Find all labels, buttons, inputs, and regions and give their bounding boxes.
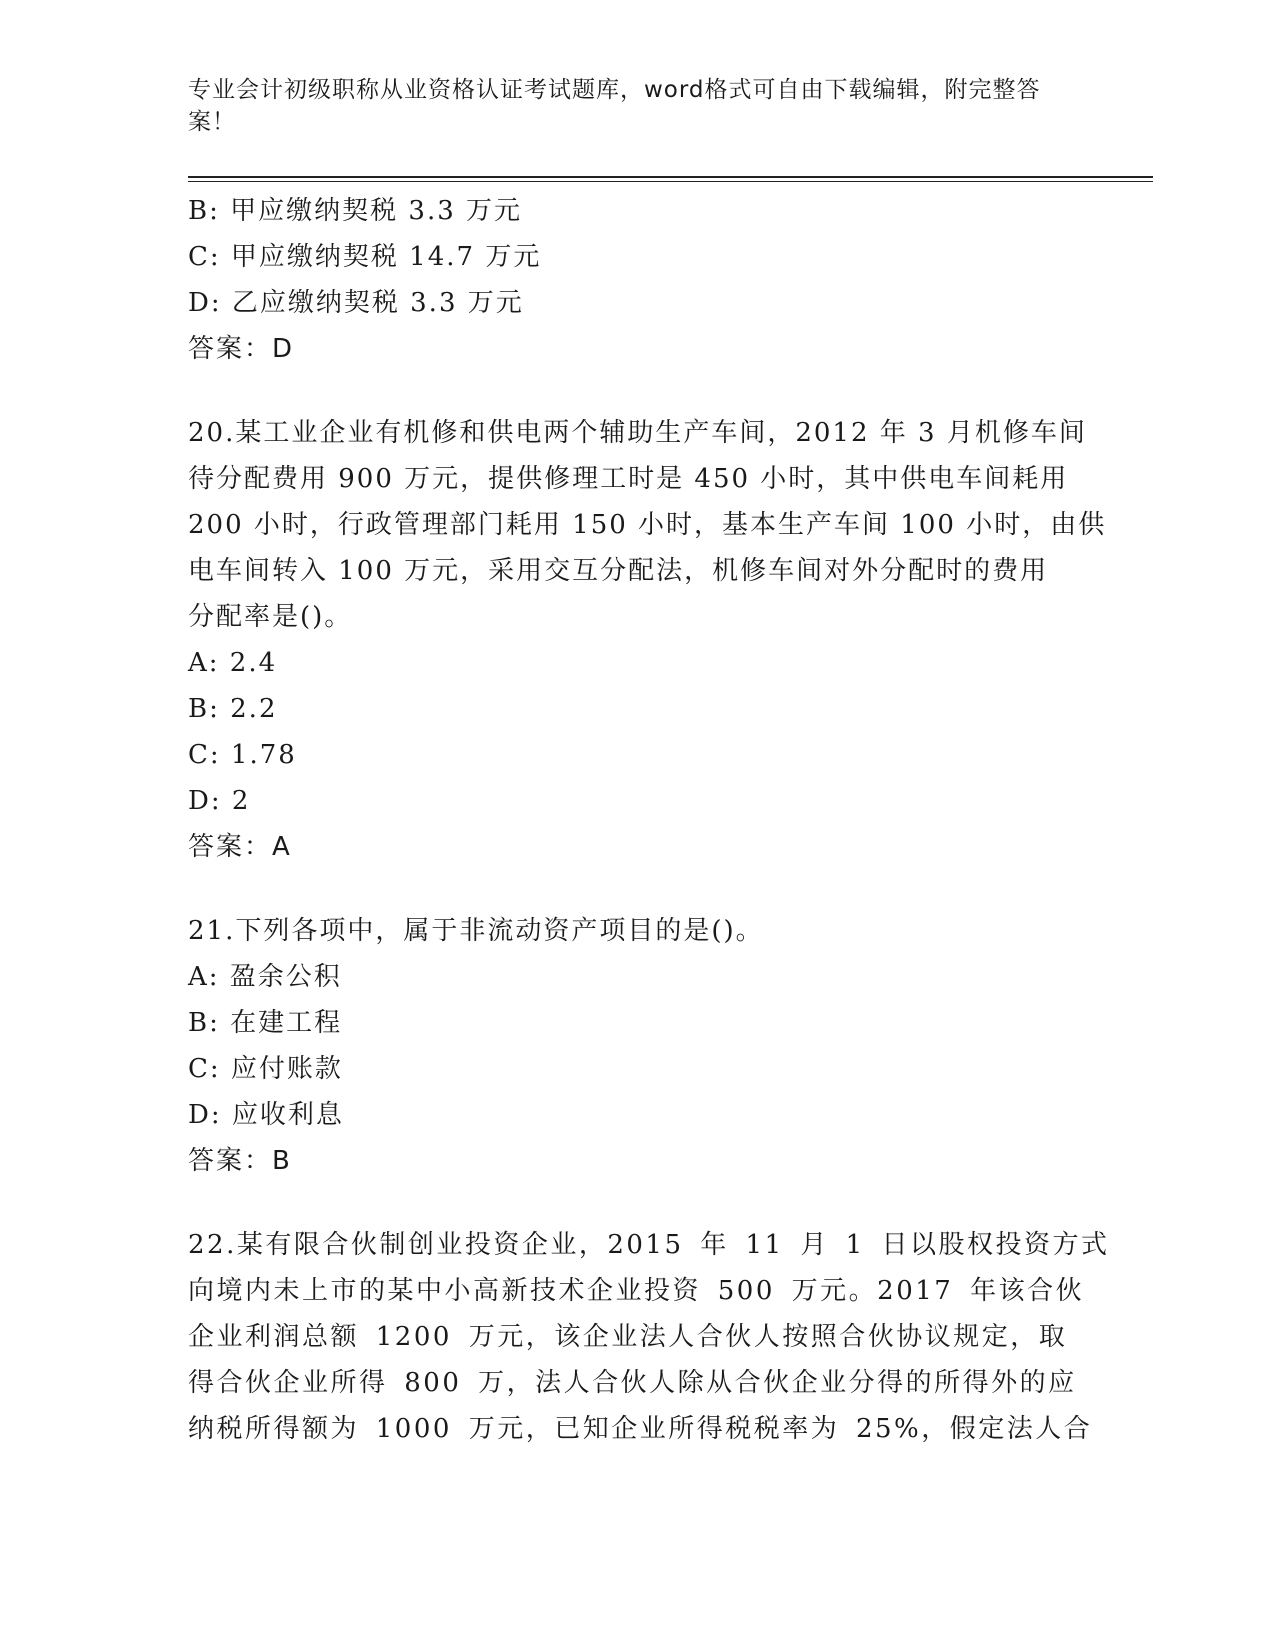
- question-stem-line: 得合伙企业所得 800 万，法人合伙人除从合伙企业分得的所得外的应: [188, 1368, 1077, 1398]
- header-divider-thick: [188, 176, 1153, 178]
- answer-line: 答案：A: [188, 832, 292, 862]
- option-b: B: 2.2: [188, 694, 278, 724]
- question-19-tail: [188, 188, 1078, 372]
- question-20: [188, 410, 1107, 870]
- question-stem-line: 21.下列各项中，属于非流动资产项目的是()。: [188, 916, 764, 946]
- header-divider-thin: [188, 181, 1153, 182]
- option-c: C: 1.78: [188, 740, 297, 770]
- question-stem-line: 分配率是()。: [188, 602, 353, 632]
- question-stem-line: 200 小时，行政管理部门耗用 150 小时，基本生产车间 100 小时，由供: [188, 510, 1107, 540]
- option-c: C: 甲应缴纳契税 14.7 万元: [188, 242, 542, 272]
- spacer: [188, 870, 1078, 908]
- spacer: [188, 1184, 1078, 1222]
- question-stem-line: 电车间转入 100 万元，采用交互分配法，机修车间对外分配时的费用: [188, 556, 1049, 586]
- header-line-1: 专业会计初级职称从业资格认证考试题库，word格式可自由下载编辑，附完整答: [188, 77, 1041, 103]
- spacer: [188, 372, 1078, 410]
- option-d: D: 乙应缴纳契税 3.3 万元: [188, 288, 524, 318]
- question-stem-line: 20.某工业企业有机修和供电两个辅助生产车间，2012 年 3 月机修车间: [188, 418, 1087, 448]
- question-stem-line: 纳税所得额为 1000 万元，已知企业所得税税率为 25%，假定法人合: [188, 1414, 1093, 1444]
- option-a: A: 盈余公积: [188, 962, 342, 992]
- option-a: A: 2.4: [188, 648, 278, 678]
- question-stem-line: 待分配费用 900 万元，提供修理工时是 450 小时，其中供电车间耗用: [188, 464, 1069, 494]
- option-d: D: 应收利息: [188, 1100, 344, 1130]
- option-c: C: 应付账款: [188, 1054, 343, 1084]
- question-stem-line: 22.某有限合伙制创业投资企业，2015 年 11 月 1 日以股权投资方式: [188, 1230, 1110, 1260]
- answer-line: 答案：D: [188, 334, 295, 364]
- question-stem-line: 向境内未上市的某中小高新技术企业投资 500 万元。2017 年该合伙: [188, 1276, 1085, 1306]
- question-21: [188, 908, 1078, 1184]
- option-d: D: 2: [188, 786, 251, 816]
- question-stem-line: 企业利润总额 1200 万元，该企业法人合伙人按照合伙协议规定，取: [188, 1322, 1068, 1352]
- page-header: [188, 74, 1068, 138]
- header-line-2: 案！: [188, 109, 236, 135]
- answer-line: 答案：B: [188, 1146, 292, 1176]
- option-b: B: 甲应缴纳契税 3.3 万元: [188, 196, 523, 226]
- question-22: [188, 1222, 1110, 1452]
- option-b: B: 在建工程: [188, 1008, 343, 1038]
- question-body: [188, 188, 1110, 1452]
